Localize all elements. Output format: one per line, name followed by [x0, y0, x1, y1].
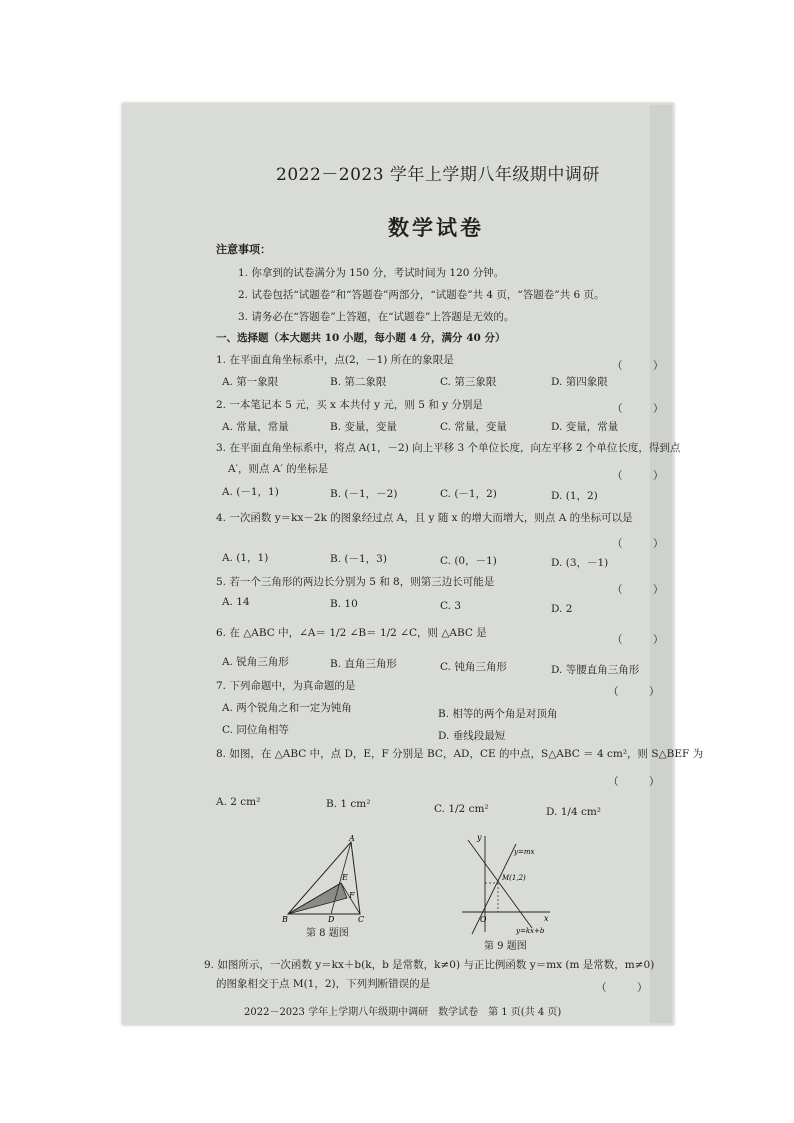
note-item: 3. 请务必在“答题卷”上答题，在“试题卷”上答题是无效的。: [238, 311, 515, 323]
option-b: B. 第二象限: [330, 376, 387, 388]
question-5-stem: 5. 若一个三角形的两边长分别为 5 和 8，则第三边长可能是: [216, 576, 495, 588]
option-d: D. 垂线段最短: [438, 730, 506, 742]
question-3-stem: 3. 在平面直角坐标系中，将点 A(1，－2) 向上平移 3 个单位长度，向左平移 2 个单位长度，得到点: [216, 442, 681, 454]
option-b: B. 1 cm²: [326, 798, 371, 810]
question-1-stem: 1. 在平面直角坐标系中，点(2，－1) 所在的象限是: [216, 354, 454, 366]
option-b: B. 变量，变量: [330, 421, 397, 433]
figure-8-caption: 第 8 题图: [306, 928, 349, 939]
question-9-stem-line2: 的图象相交于点 M(1，2)，下列判断错误的是: [216, 978, 431, 990]
option-a: A. (1，1): [222, 552, 269, 564]
option-d: D. (1，2): [551, 490, 598, 502]
answer-bracket: （ ）: [612, 634, 674, 646]
option-c: C. 同位角相等: [222, 724, 289, 736]
note-item: 2. 试卷包括“试题卷”和“答题卷”两部分，“试题卷”共 4 页，“答题卷”共 6 页。: [238, 289, 605, 301]
figure-9-caption: 第 9 题图: [484, 941, 527, 952]
question-9-stem: 9. 如图所示，一次函数 y＝kx＋b(k，b 是常数，k≠0) 与正比例函数 y＝mx (m 是常数，m≠0): [204, 959, 655, 971]
origin-label: O: [480, 915, 487, 924]
option-c: C. 第三象限: [440, 376, 497, 388]
line-label-mx: y=mx: [514, 848, 535, 856]
answer-bracket: （ ）: [608, 686, 670, 698]
option-b: B. 相等的两个角是对顶角: [438, 708, 558, 720]
option-b: B. (－1，－2): [330, 488, 398, 500]
label-b: B: [282, 915, 288, 924]
option-a: A. 2 cm²: [216, 796, 261, 808]
page-footer: 2022－2023 学年上学期八年级期中调研 数学试卷 第 1 页(共 4 页): [244, 1007, 562, 1018]
option-a: A. 常量，常量: [222, 421, 289, 433]
option-c: C. 钝角三角形: [440, 661, 507, 673]
answer-bracket: （ ）: [612, 538, 674, 550]
answer-bracket: （ ）: [596, 982, 658, 994]
option-d: D. 等腰直角三角形: [551, 664, 640, 676]
option-c: C. 3: [440, 600, 462, 612]
line-y-mx: [472, 844, 516, 934]
option-d: D. 变量，常量: [551, 421, 619, 433]
option-c: C. 常量，变量: [440, 421, 507, 433]
notes-heading: 注意事项：: [216, 243, 271, 256]
option-c: C. (－1，2): [440, 488, 497, 500]
point-label-m: M(1,2): [502, 874, 526, 882]
option-b: B. 直角三角形: [330, 658, 397, 670]
answer-bracket: （ ）: [608, 776, 670, 788]
axis-label-x: x: [544, 914, 549, 923]
note-item: 1. 你拿到的试卷满分为 150 分，考试时间为 120 分钟。: [238, 267, 505, 279]
question-3-stem-line2: A′，则点 A′ 的坐标是: [228, 463, 329, 475]
paper-fold-edge: [650, 105, 672, 1023]
answer-bracket: （ ）: [612, 584, 674, 596]
question-4-stem: 4. 一次函数 y＝kx－2k 的图象经过点 A，且 y 随 x 的增大而增大，则点 A 的坐标可以是: [216, 512, 633, 524]
option-a: A. 锐角三角形: [222, 656, 289, 668]
question-7-stem: 7. 下列命题中，为真命题的是: [216, 680, 356, 692]
question-8-stem: 8. 如图，在 △ABC 中，点 D，E，F 分别是 BC，AD，CE 的中点，S△ABC ＝ 4 cm²，则 S△BEF 为: [216, 748, 704, 760]
option-d: D. 1/4 cm²: [546, 806, 602, 818]
exam-subtitle: 数学试卷: [388, 215, 484, 240]
option-a: A. 第一象限: [222, 376, 279, 388]
option-c: C. 1/2 cm²: [434, 803, 489, 815]
label-d: D: [328, 915, 335, 924]
label-e: E: [342, 873, 348, 882]
question-6-stem: 6. 在 △ABC 中，∠A＝ 1/2 ∠B＝ 1/2 ∠C，则 △ABC 是: [216, 627, 487, 639]
answer-bracket: （ ）: [612, 360, 674, 372]
option-d: D. (3，－1): [551, 557, 609, 569]
option-a: A. (－1，1): [222, 486, 279, 498]
question-2-stem: 2. 一本笔记本 5 元，买 x 本共付 y 元，则 5 和 y 分别是: [216, 399, 483, 411]
label-f: F: [349, 891, 355, 900]
figure-8-triangle: [282, 834, 382, 924]
option-a: A. 14: [222, 596, 250, 608]
option-b: B. (－1，3): [330, 553, 387, 565]
label-a: A: [349, 834, 355, 843]
figure-9-graph: [460, 832, 560, 936]
section-heading: 一、选择题（本大题共 10 小题，每小题 4 分，满分 40 分）: [216, 332, 506, 344]
answer-bracket: （ ）: [612, 470, 674, 482]
answer-bracket: （ ）: [612, 403, 674, 415]
exam-title: 2022－2023 学年上学期八年级期中调研: [276, 165, 600, 185]
option-a: A. 两个锐角之和一定为钝角: [222, 702, 352, 714]
label-c: C: [358, 915, 365, 924]
axis-label-y: y: [477, 833, 482, 842]
option-c: C. (0，－1): [440, 555, 497, 567]
line-label-kxb: y=kx+b: [516, 927, 545, 935]
option-d: D. 2: [551, 603, 573, 615]
option-b: B. 10: [330, 598, 358, 610]
option-d: D. 第四象限: [551, 376, 608, 388]
